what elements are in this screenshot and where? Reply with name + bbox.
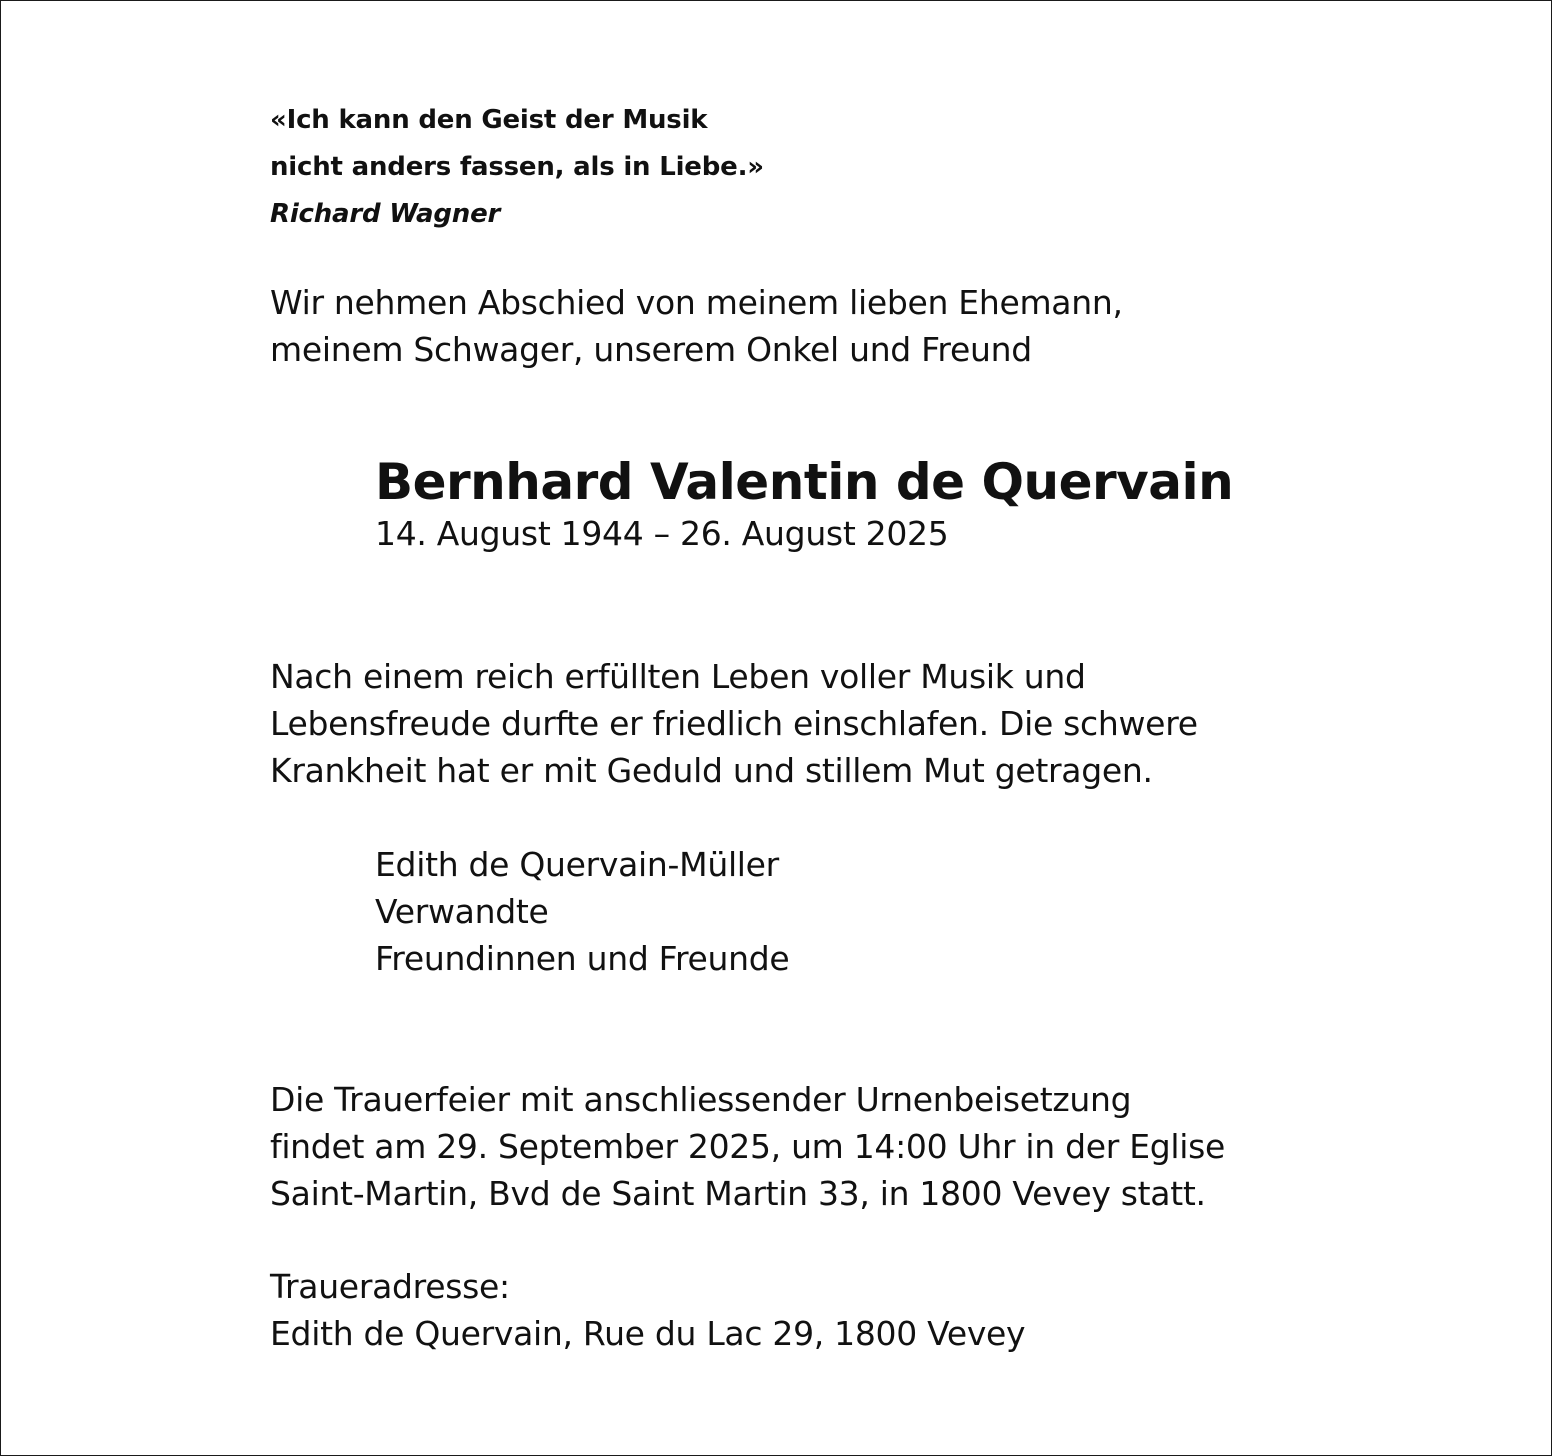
epigraph-quote bbox=[270, 97, 764, 238]
life-paragraph bbox=[270, 653, 1198, 794]
mourner-item: Edith de Quervain-Müller bbox=[375, 845, 779, 884]
ceremony-line-2: findet am 29. September 2025, um 14:00 Uhr in der Eglise bbox=[270, 1127, 1226, 1166]
ceremony-paragraph bbox=[270, 1076, 1225, 1217]
ceremony-line-1: Die Trauerfeier mit anschliessender Urnenbeisetzung bbox=[270, 1080, 1132, 1119]
intro-line-1: Wir nehmen Abschied von meinem lieben Ehemann, bbox=[270, 283, 1123, 322]
deceased-name: Bernhard Valentin de Quervain bbox=[375, 453, 1234, 511]
mourners-list bbox=[375, 841, 789, 982]
life-line-2: Lebensfreude durfte er friedlich einschlafen. Die schwere bbox=[270, 704, 1198, 743]
address-value: Edith de Quervain, Rue du Lac 29, 1800 Vevey bbox=[270, 1314, 1026, 1353]
mourner-item: Freundinnen und Freunde bbox=[375, 939, 790, 978]
address-label: Traueradresse: bbox=[270, 1267, 510, 1306]
quote-line-2: nicht anders fassen, als in Liebe.» bbox=[270, 152, 764, 182]
ceremony-line-3: Saint-Martin, Bvd de Saint Martin 33, in 1800 Vevey statt. bbox=[270, 1174, 1206, 1213]
mourner-item: Verwandte bbox=[375, 892, 549, 931]
quote-line-1: «Ich kann den Geist der Musik bbox=[270, 105, 708, 135]
intro-line-2: meinem Schwager, unserem Onkel und Freund bbox=[270, 330, 1032, 369]
life-line-3: Krankheit hat er mit Geduld und stillem Mut getragen. bbox=[270, 751, 1153, 790]
intro-text bbox=[270, 279, 1123, 373]
life-line-1: Nach einem reich erfüllten Leben voller Musik und bbox=[270, 657, 1086, 696]
mourning-address bbox=[270, 1263, 1025, 1357]
quote-author: Richard Wagner bbox=[270, 199, 501, 229]
life-dates: 14. August 1944 – 26. August 2025 bbox=[375, 514, 949, 553]
deceased-block bbox=[375, 451, 1233, 555]
